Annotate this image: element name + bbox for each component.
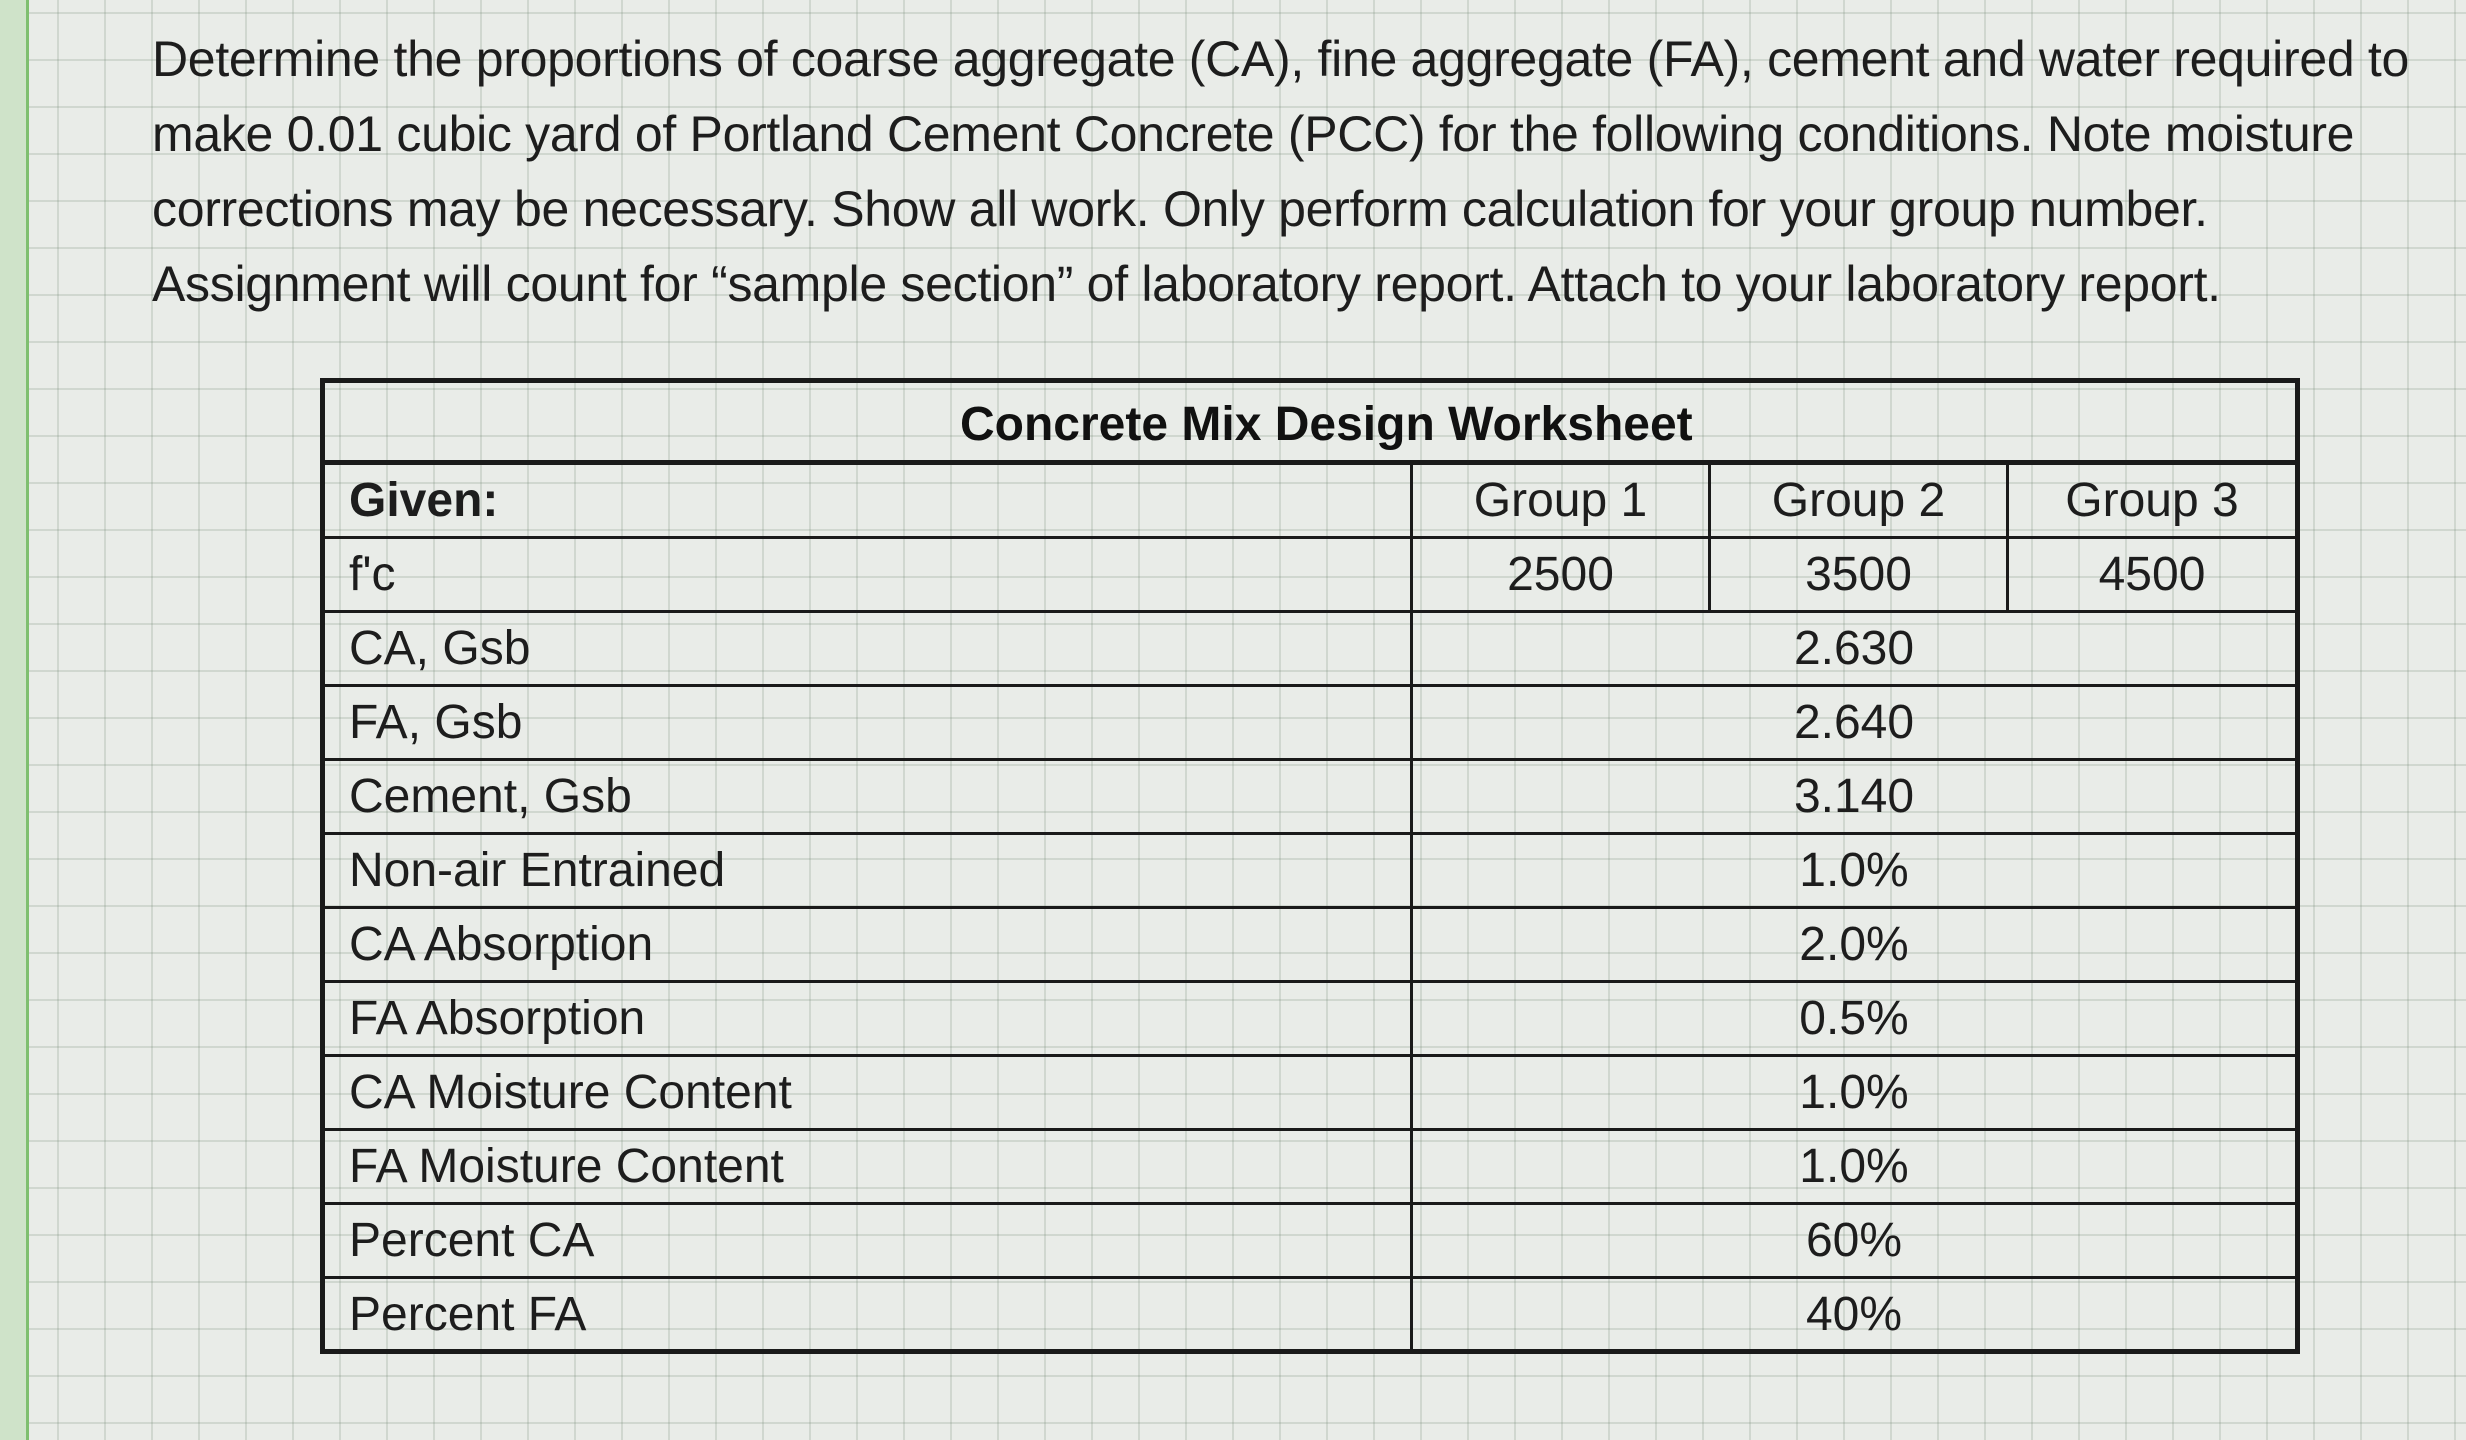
row-label: Percent FA: [349, 1287, 587, 1341]
table-row: [325, 1131, 2295, 1205]
row-value: 1.0%: [1410, 1131, 2295, 1202]
row-value: 2.0%: [1410, 909, 2295, 980]
row-value: 0.5%: [1410, 983, 2295, 1054]
row-label: FA, Gsb: [349, 696, 523, 749]
row-label: FA Absorption: [349, 992, 646, 1045]
assignment-instructions: Determine the proportions of coarse aggregate (CA), fine aggregate (FA), cement and water required to make 0.01 cubic yard of Portland Cement Concrete (PCC) for the following conditions. Note moisture corrections may be necessary. Show all work. Only perform calculation for your group number. Assignment will count for “sample section” of laboratory report. Attach to your laboratory report.: [152, 31, 2410, 312]
row-value: 60%: [1410, 1205, 2295, 1276]
table-row: [325, 1057, 2295, 1131]
row-label: CA Moisture Content: [349, 1066, 792, 1119]
table-row: [325, 1205, 2295, 1279]
fc-row: [325, 539, 2295, 613]
row-value: 40%: [1410, 1279, 2295, 1349]
table-row: [325, 1279, 2295, 1349]
mix-design-worksheet-table: [320, 378, 2300, 1354]
table-row: [325, 761, 2295, 835]
group-2-header: Group 2: [1708, 465, 2006, 536]
fc-group-1-value: 2500: [1410, 539, 1708, 610]
header-row: [325, 465, 2295, 539]
row-value: 1.0%: [1410, 835, 2295, 906]
row-label: Percent CA: [349, 1214, 595, 1267]
fc-group-2-value: 3500: [1708, 539, 2006, 610]
row-label: CA, Gsb: [349, 622, 531, 675]
row-value: 3.140: [1410, 761, 2295, 832]
row-label: FA Moisture Content: [349, 1140, 784, 1193]
fc-label: f'c: [349, 548, 396, 601]
row-value: 2.630: [1410, 613, 2295, 684]
table-row: [325, 983, 2295, 1057]
page-left-margin: [0, 0, 29, 1440]
row-value: 1.0%: [1410, 1057, 2295, 1128]
row-label: Cement, Gsb: [349, 770, 632, 823]
worksheet-title-row: [325, 383, 2295, 465]
group-1-header: Group 1: [1410, 465, 1708, 536]
row-value: 2.640: [1410, 687, 2295, 758]
row-label: Non-air Entrained: [349, 844, 726, 897]
table-row: [325, 687, 2295, 761]
given-label: Given:: [349, 474, 499, 527]
table-row: [325, 613, 2295, 687]
row-label: CA Absorption: [349, 918, 654, 971]
table-row: [325, 835, 2295, 909]
group-3-header: Group 3: [2006, 465, 2295, 536]
worksheet-title: Concrete Mix Design Worksheet: [960, 398, 1693, 451]
table-row: [325, 909, 2295, 983]
fc-group-3-value: 4500: [2006, 539, 2295, 610]
